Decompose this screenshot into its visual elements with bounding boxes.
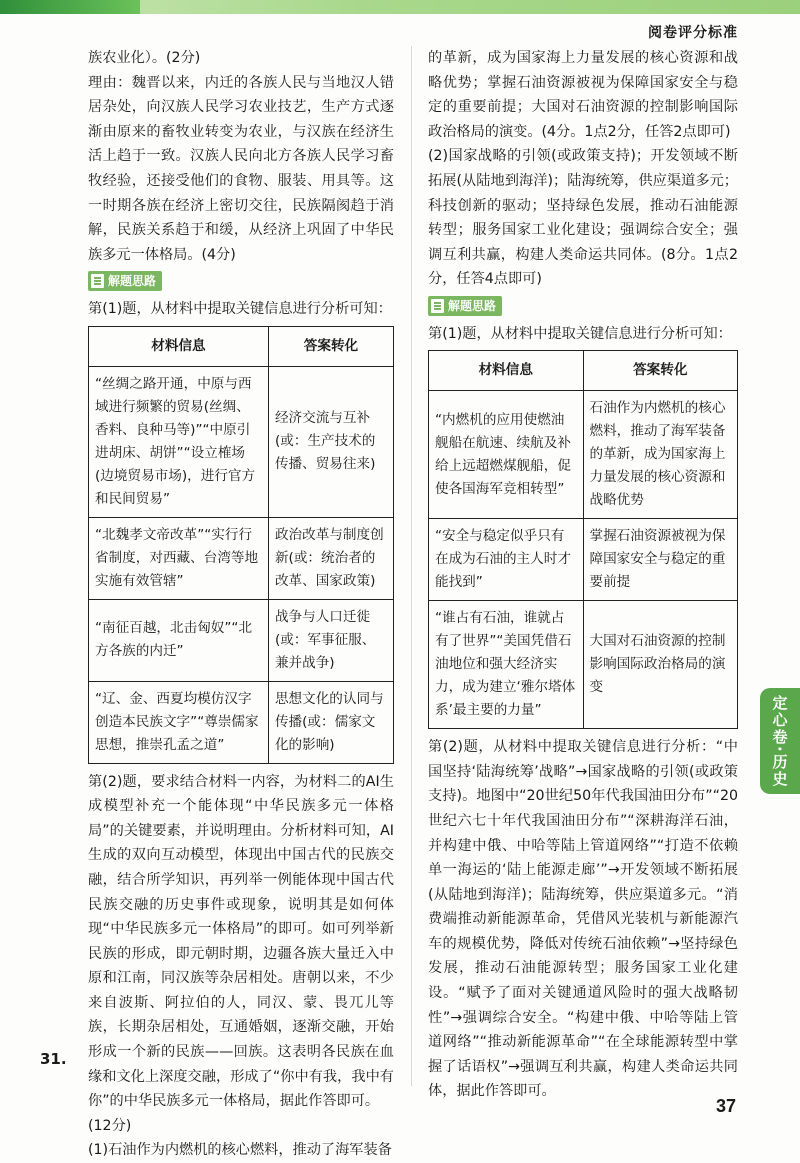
table-cell: “丝绸之路开通，中原与西域进行频繁的贸易(丝绸、香料、良种马等)”“中原引进胡床、胡饼”“设立榷场(边境贸易市场)，进行官方和民间贸易”	[89, 366, 269, 517]
notebook-icon	[91, 274, 104, 288]
table-cell: “安全与稳定似乎只有在成为石油的主人时才能找到”	[429, 519, 584, 601]
top-accent-strip	[0, 0, 140, 14]
left-paragraph-q2: 第(2)题，要求结合材料一内容，为材料二的AI生成模型补充一个能体现“中华民族多元一体格局”的关键要素，并说明理由。分析材料可知，AI生成的双向互动模型，体现出中国古代的民族交融，结合所学知识，再列举一例能体现中国古代民族交融的历史事件或现象，说明其是如何体现“中华民族多元一体格局”的即可。如可列举新民族的形成，即元朝时期，边疆各族大量迁入中原和江南，同汉族等杂居相处。唐朝以来，不少来自波斯、阿拉伯的人，同汉、蒙、畏兀儿等族，长期杂居相处，互通婚姻，逐渐交融，开始形成一个新的民族——回族。这表明各民族在血缘和文化上深度交融，形成了“你中有我，我中有你”的中华民族多元一体格局，据此作答即可。	[88, 773, 394, 1110]
table-header-row	[429, 351, 738, 391]
table-cell: “辽、金、西夏均模仿汉字创造本民族文字”“尊崇儒家思想，推崇孔孟之道”	[89, 681, 269, 763]
right-answer-table	[428, 350, 738, 729]
table-cell: 战争与人口迁徙(或：军事征服、兼并战争)	[268, 599, 393, 681]
side-tab-label: 定心卷·历史	[770, 694, 789, 788]
solution-tag	[428, 296, 502, 316]
table-cell: 思想文化的认同与传播(或：儒家文化的影响)	[268, 681, 393, 763]
solution-tag-label: 解题思路	[448, 298, 497, 313]
question-31-header	[88, 1114, 394, 1139]
table-row	[429, 519, 738, 601]
table-row	[89, 366, 394, 517]
solution-tag-label: 解题思路	[108, 274, 157, 289]
table-header-cell: 答案转化	[268, 326, 393, 366]
column-divider	[411, 46, 412, 1086]
table-cell: 政治改革与制度创新(或：统治者的改革、国家政策)	[268, 517, 393, 599]
header-title: 阅卷评分标准	[648, 25, 738, 41]
left-paragraph-reason: 理由：魏晋以来，内迁的各族人民与当地汉人错居杂处，向汉族人民学习农业技艺，生产方式逐渐由原来的畜牧业转变为农业，与汉族在经济生活上趋于一致。汉族人民向北方各族人民学习畜牧经验，还接受他们的食物、服装、用具等。这一时期各族在经济上密切交往，民族隔阂趋于消解，民族关系趋于和缓，从经济上巩固了中华民族多元一体格局。(4分)	[88, 74, 394, 263]
table-row	[89, 681, 394, 763]
table-row	[429, 601, 738, 729]
table-cell: 石油作为内燃机的核心燃料，推动了海军装备的革新，成为国家海上力量发展的核心资源和战略优势	[583, 391, 738, 519]
left-column	[88, 46, 394, 1163]
table-cell: 大国对石油资源的控制影响国际政治格局的演变	[583, 601, 738, 729]
left-intro: 第(1)题，从材料中提取关键信息进行分析可知：	[88, 300, 392, 317]
table-header-row	[89, 326, 394, 366]
table-cell: “北魏孝文帝改革”“实行行省制度，对西藏、台湾等地实施有效管辖”	[89, 517, 269, 599]
notebook-icon	[431, 299, 444, 313]
right-paragraph-1: 的革新，成为国家海上力量发展的核心资源和战略优势；掌握石油资源被视为保障国家安全与稳定的重要前提；大国对石油资源的控制影响国际政治格局的演变。(4分。1点2分，任答2点即可)	[428, 50, 738, 140]
table-header-cell: 材料信息	[89, 326, 269, 366]
solution-tag	[88, 271, 162, 291]
table-row	[429, 391, 738, 519]
question-31-score: (12分)	[88, 1117, 132, 1134]
page-number: 37	[715, 1096, 736, 1116]
question-31-number: 31.	[40, 1050, 67, 1068]
table-header-cell: 材料信息	[429, 351, 584, 391]
table-cell: “内燃机的应用使燃油舰船在航速、续航及补给上远超燃煤舰船，促使各国海军竞相转型”	[429, 391, 584, 519]
right-intro: 第(1)题，从材料中提取关键信息进行分析可知：	[428, 325, 732, 342]
table-row	[89, 517, 394, 599]
right-column	[428, 46, 738, 1104]
left-paragraph-1: 族农业化）。(2分)	[88, 50, 201, 66]
question-31-answer-1: (1)石油作为内燃机的核心燃料，推动了海军装备	[88, 1142, 392, 1159]
table-header-cell: 答案转化	[583, 351, 738, 391]
table-cell: “南征百越，北击匈奴”“北方各族的内迁”	[89, 599, 269, 681]
side-subject-tab	[760, 688, 800, 794]
left-answer-table	[88, 326, 394, 764]
right-paragraph-q2: 第(2)题，从材料中提取关键信息进行分析：“中国坚持‘陆海统筹’战略”→国家战略的引领(或政策支持)。地图中“20世纪50年代我国油田分布”“20世纪六七十年代我国油田分布”“深耕海洋石油，并构建中俄、中哈等陆上管道网络”“打造不依赖单一海运的‘陆上能源走廊’”→开发领域不断拓展(从陆地到海洋)；陆海统筹，供应渠道多元。“消费端推动新能源革命，凭借风光装机与新能源汽车的规模优势，降低对传统石油依赖”→坚持绿色发展，推动石油能源转型；服务国家工业化建设。“赋予了面对关键通道风险时的强大战略韧性”→强调综合安全。“构建中俄、中哈等陆上管道网络”“推动新能源革命”“在全球能源转型中掌握了话语权”→强调互利共赢，构建人类命运共同体，据此作答即可。	[428, 739, 738, 1100]
table-cell: 掌握石油资源被视为保障国家安全与稳定的重要前提	[583, 519, 738, 601]
table-cell: 经济交流与互补(或：生产技术的传播、贸易往来)	[268, 366, 393, 517]
table-row	[89, 599, 394, 681]
table-cell: “谁占有石油，谁就占有了世界”“美国凭借石油地位和强大经济实力，成为建立‘雅尔塔体系’最主要的力量”	[429, 601, 584, 729]
right-paragraph-2: (2)国家战略的引领(或政策支持)；开发领域不断拓展(从陆地到海洋)；陆海统筹，供应渠道多元；科技创新的驱动；坚持绿色发展，推动石油能源转型；服务国家工业化建设；强调综合安全；强调互利共赢，构建人类命运共同体。(8分。1点2分，任答4点即可)	[428, 148, 738, 288]
